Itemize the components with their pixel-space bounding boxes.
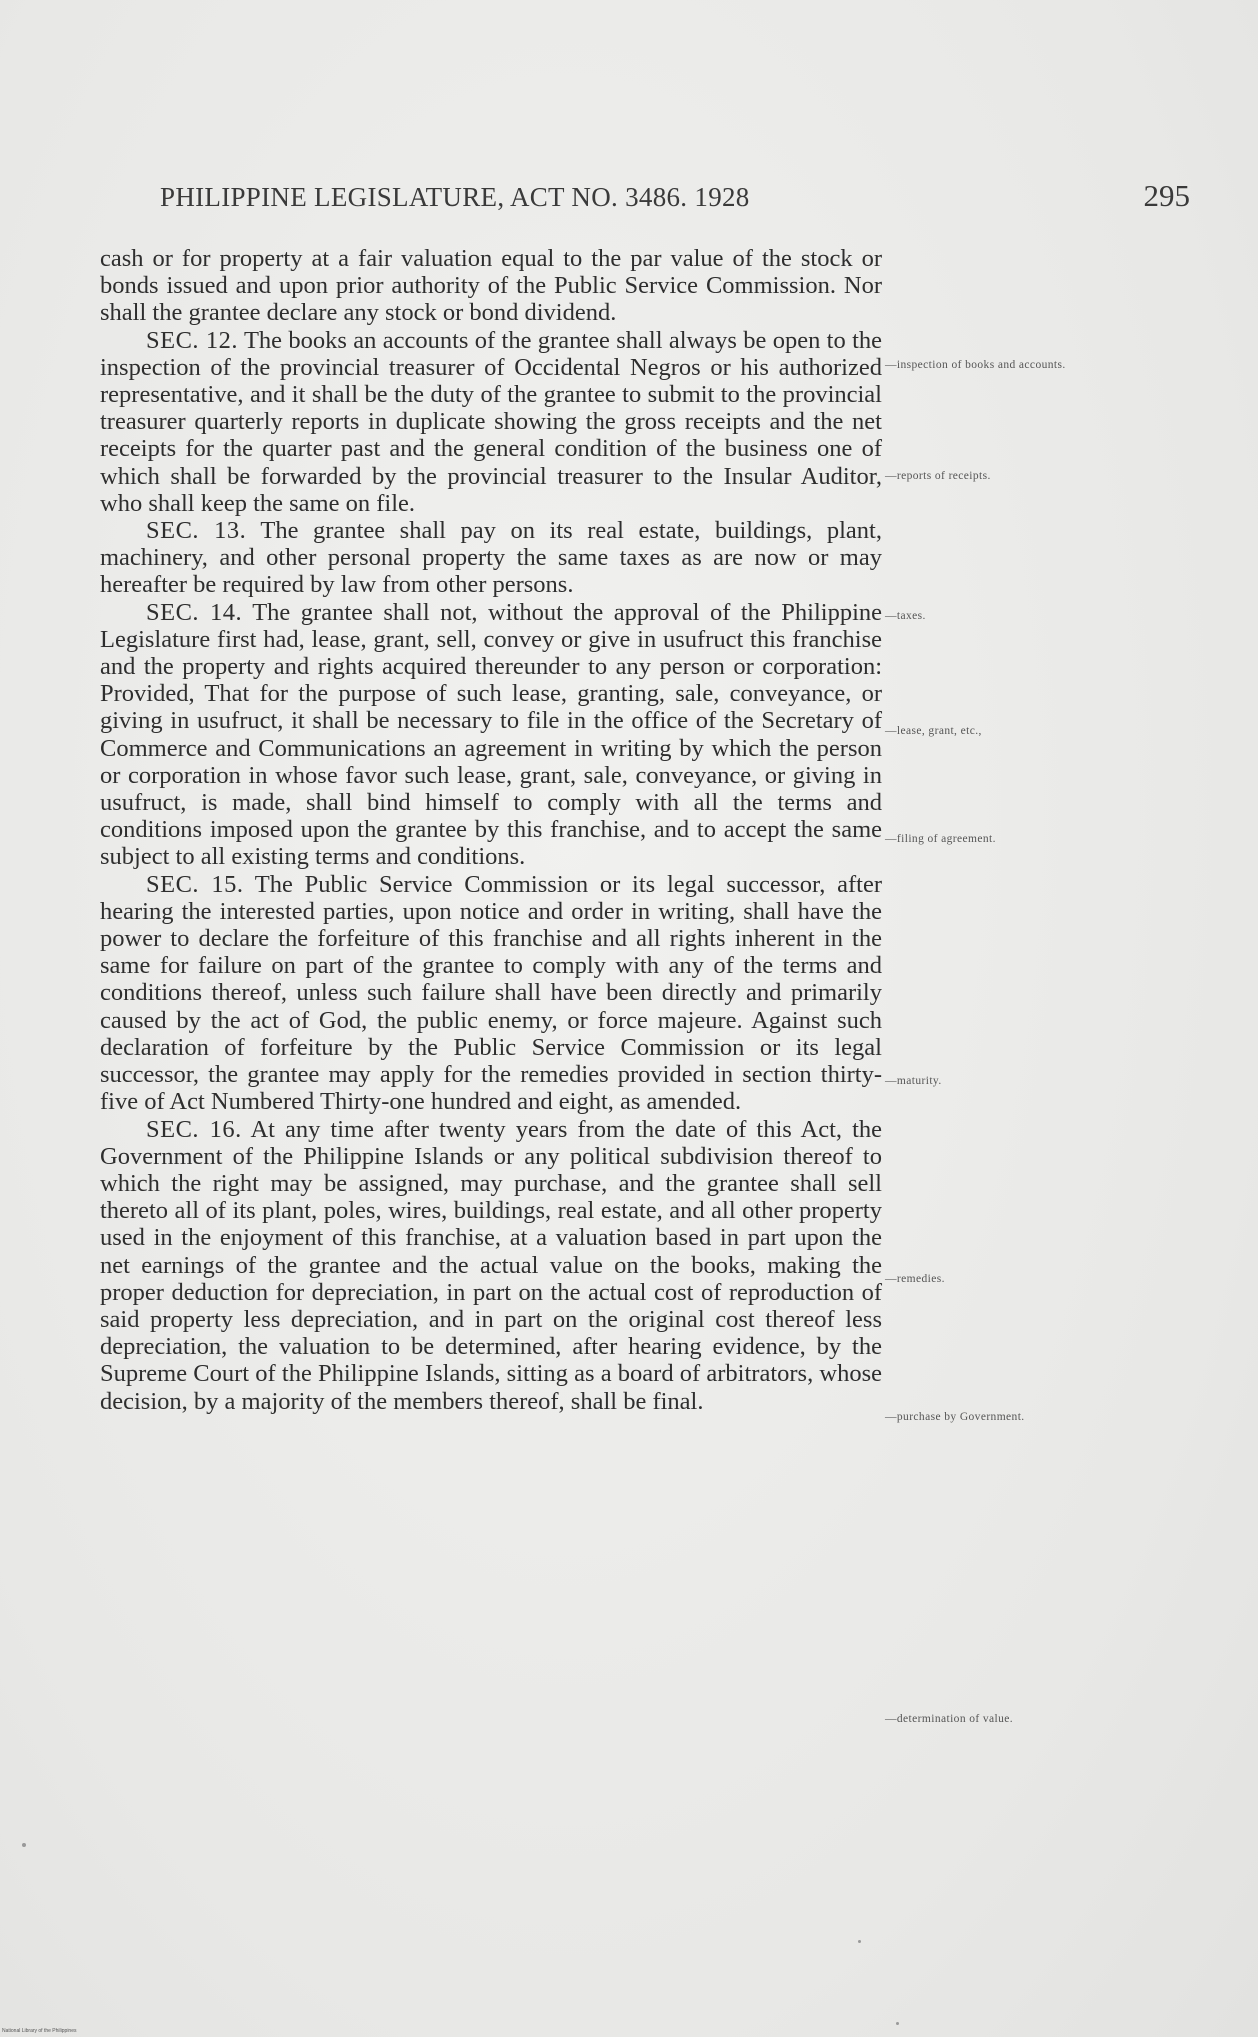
paragraph-continuation bbox=[100, 245, 882, 327]
section-label: SEC. 15. bbox=[146, 870, 244, 898]
section-label: SEC. 16. bbox=[146, 1115, 242, 1143]
section-label: SEC. 13. bbox=[146, 517, 247, 545]
scan-speck bbox=[896, 2022, 899, 2025]
paragraph-text: The grantee shall not, without the approval of the Philippine Legislature first had, lease, grant, sell, convey or give in usufruct this franchise and the property and rights acquired thereunder to any person or corporation: Provided, That for the purpose of such lease, granting, sale, conveyance, or giving in usufruct, it shall be necessary to file in the office of the Secretary of Commerce and Communications an agreement in writing by which the person or corporation in whose favor such lease, grant, sale, conveyance, or giving in usufruct, is made, shall bind himself to comply with all the terms and conditions imposed upon the grantee by this franchise, and to accept the same subject to all existing terms and conditions. bbox=[100, 598, 882, 871]
margin-note-filing: —filing of agreement. bbox=[885, 833, 996, 845]
paragraph-text: The grantee shall pay on its real estate, buildings, plant, machinery, and other personal property the same taxes as are now or may hereafter be required by law from other persons. bbox=[100, 517, 882, 599]
section-label: SEC. 12. bbox=[146, 326, 239, 354]
section-14 bbox=[100, 599, 882, 871]
paragraph-text: The books an accounts of the grantee shall always be open to the inspection of the provincial treasurer of Occidental Negros or his authorized representative, and it shall be the duty of the grantee to submit to the provincial treasurer quarterly reports in duplicate showing the gross receipts and the net receipts for the quarter past and the general condition of the business one of which shall be forwarded by the provincial treasurer to the Insular Auditor, who shall keep the same on file. bbox=[100, 326, 882, 517]
paragraph-text: At any time after twenty years from the date of this Act, the Government of the Philippine Islands or any political subdivision thereof to which the right may be assigned, may purchase, and the grantee shall sell thereto all of its plant, poles, wires, buildings, real estate, and all other property used in the enjoyment of this franchise, at a valuation based in part upon the net earnings of the grantee and the actual value on the books, making the proper deduction for depreciation, in part on the actual cost of reproduction of said property less depreciation, and in part on the original cost thereof less depreciation, the valuation to be determined, after hearing evidence, by the Supreme Court of the Philippine Islands, sitting as a board of arbitrators, whose decision, by a majority of the members thereof, shall be final. bbox=[100, 1115, 882, 1415]
section-16 bbox=[100, 1116, 882, 1415]
section-13 bbox=[100, 517, 882, 599]
page-number: 295 bbox=[1143, 178, 1190, 213]
paragraph-text: The Public Service Commission or its legal successor, after hearing the interested parties, upon notice and order in writing, shall have the power to declare the forfeiture of this franchise and all rights inherent in the same for failure on part of the grantee to comply with any of the terms and conditions thereof, unless such failure shall have been directly and primarily caused by the act of God, the public enemy, or force majeure. Against such declaration of forfeiture by the Public Service Commission or its legal successor, the grantee may apply for the remedies provided in section thirty-five of Act Numbered Thirty-one hundred and eight, as amended. bbox=[100, 870, 882, 1116]
paragraph-text: cash or for property at a fair valuation equal to the par value of the stock or bonds issued and upon prior authority of the Public Service Commission. Nor shall the grantee declare any stock or bond dividend. bbox=[100, 245, 882, 327]
margin-note-lease: —lease, grant, etc., bbox=[885, 725, 982, 737]
margin-note-reports: —reports of receipts. bbox=[885, 470, 991, 482]
margin-note-maturity: —maturity. bbox=[885, 1075, 942, 1087]
margin-note-remedies: —remedies. bbox=[885, 1273, 945, 1285]
margin-note-taxes: —taxes. bbox=[885, 610, 926, 622]
section-12 bbox=[100, 327, 882, 517]
running-head: PHILIPPINE LEGISLATURE, ACT NO. 3486. 1928 bbox=[160, 182, 750, 212]
section-label: SEC. 14. bbox=[146, 598, 243, 626]
scan-speck bbox=[858, 1940, 861, 1943]
scan-caption: National Library of the Philippines bbox=[2, 2028, 77, 2034]
body-text bbox=[100, 245, 882, 1415]
margin-note-determination: —determination of value. bbox=[885, 1713, 1014, 1725]
margin-note-purchase: —purchase by Government. bbox=[885, 1411, 1025, 1423]
margin-note-inspection: —inspection of books and accounts. bbox=[885, 359, 1066, 371]
section-15 bbox=[100, 871, 882, 1116]
page-header bbox=[160, 178, 1190, 218]
scan-speck bbox=[22, 1843, 26, 1847]
